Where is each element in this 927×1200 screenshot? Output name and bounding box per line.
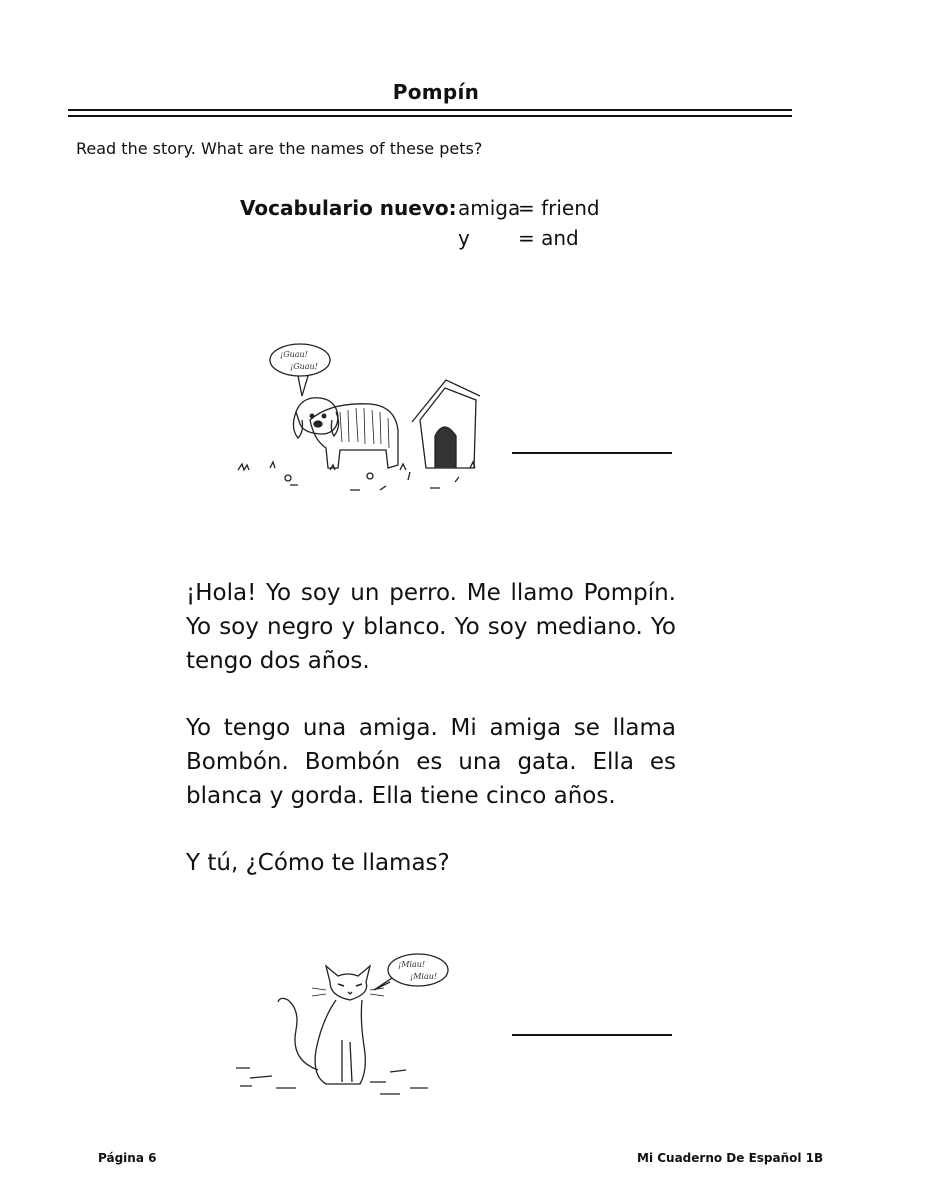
vocabulary-word: amiga (458, 196, 521, 220)
dog-speech-bubble (270, 344, 330, 376)
dog-bubble-text: ¡Guau! (280, 350, 308, 359)
vocabulary-heading: Vocabulario nuevo: (240, 196, 457, 220)
title-rule-bottom (68, 115, 792, 117)
cat-name-answer-line[interactable] (512, 1034, 672, 1036)
book-title: Mi Cuaderno De Español 1B (637, 1151, 824, 1165)
vocabulary-item (458, 226, 579, 250)
cat-speech-bubble (388, 954, 448, 986)
vocabulary-meaning: = and (518, 226, 579, 250)
story-paragraph: ¡Hola! Yo soy un perro. Me llamo Pompín. Yo soy negro y blanco. Yo soy mediano. Yo tengo dos años. (186, 580, 676, 674)
dog-bubble-text: ¡Guau! (290, 362, 318, 371)
dog-name-answer-line[interactable] (512, 452, 672, 454)
vocabulary-item (458, 196, 600, 220)
page-number: Página 6 (98, 1151, 157, 1165)
vocabulary-meaning: = friend (518, 196, 600, 220)
cat-bubble-text: ¡Miau! (398, 960, 426, 969)
page-title: Pompín (392, 80, 480, 104)
story-paragraph: Y tú, ¿Cómo te llamas? (186, 850, 450, 876)
dog-illustration (230, 340, 500, 500)
title-rule-top (68, 109, 792, 111)
vocabulary-word: y (458, 226, 470, 250)
story-paragraph: Yo tengo una amiga. Mi amiga se llama Bombón. Bombón es una gata. Ella es blanca y gorda. Ella tiene cinco años. (186, 715, 676, 809)
instruction-text: Read the story. What are the names of these pets? (76, 139, 483, 158)
cat-illustration (230, 950, 460, 1100)
cat-bubble-text: ¡Miau! (410, 972, 438, 981)
